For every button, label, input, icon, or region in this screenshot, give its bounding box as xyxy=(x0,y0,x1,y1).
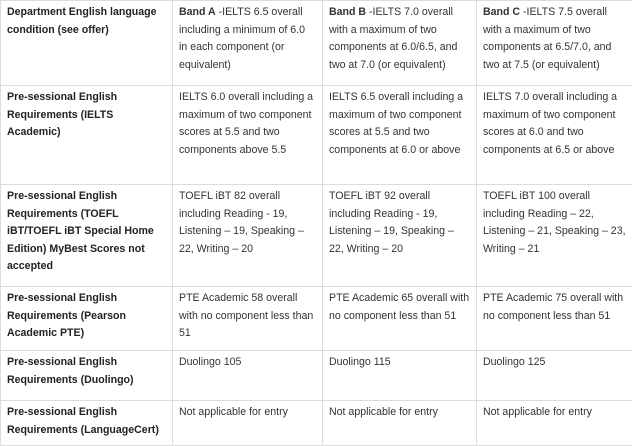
table-row-pte xyxy=(1,287,632,351)
row-label-department-condition: Department English language condition (see offer) xyxy=(1,1,173,86)
duolingo-band-a-cell: Duolingo 105 xyxy=(173,351,323,401)
table-row-duolingo xyxy=(1,351,632,401)
toefl-band-b-cell: TOEFL iBT 92 overall including Reading - 19, Listening – 19, Speaking – 22, Writing – 20 xyxy=(323,185,477,287)
ielts-band-a-cell: IELTS 6.0 overall including a maximum of two component scores at 5.5 and two components above 5.5 xyxy=(173,86,323,185)
languagecert-band-a-cell: Not applicable for entry xyxy=(173,401,323,446)
row-label-duolingo: Pre-sessional English Requirements (Duolingo) xyxy=(1,351,173,401)
pte-band-b-cell: PTE Academic 65 overall with no component less than 51 xyxy=(323,287,477,351)
band-b-name: Band B xyxy=(329,6,366,18)
row-label-toefl: Pre-sessional English Requirements (TOEFL iBT/TOEFL iBT Special Home Edition) MyBest Scores not accepted xyxy=(1,185,173,287)
ielts-band-c-cell: IELTS 7.0 overall including a maximum of two component scores at 6.0 and two components at 6.5 or above xyxy=(477,86,632,185)
band-b-header-cell xyxy=(323,1,477,86)
band-c-description: -IELTS 7.5 overall with a maximum of two components at 6.5/7.0, and two at 7.5 (or equivalent) xyxy=(483,6,611,71)
pte-band-c-cell: PTE Academic 75 overall with no component less than 51 xyxy=(477,287,632,351)
band-a-name: Band A xyxy=(179,6,216,18)
ielts-band-b-cell: IELTS 6.5 overall including a maximum of two component scores at 5.5 and two components at 6.0 or above xyxy=(323,86,477,185)
band-a-header-cell xyxy=(173,1,323,86)
band-c-name: Band C xyxy=(483,6,520,18)
row-label-languagecert: Pre-sessional English Requirements (LanguageCert) xyxy=(1,401,173,446)
languagecert-band-b-cell: Not applicable for entry xyxy=(323,401,477,446)
row-label-ielts: Pre-sessional English Requirements (IELTS Academic) xyxy=(1,86,173,185)
duolingo-band-b-cell: Duolingo 115 xyxy=(323,351,477,401)
header-row xyxy=(1,1,632,86)
duolingo-band-c-cell: Duolingo 125 xyxy=(477,351,632,401)
row-label-pte: Pre-sessional English Requirements (Pearson Academic PTE) xyxy=(1,287,173,351)
table-row-toefl xyxy=(1,185,632,287)
band-a-description: -IELTS 6.5 overall including a minimum of 6.0 in each component (or equivalent) xyxy=(179,6,305,71)
toefl-band-c-cell: TOEFL iBT 100 overall including Reading – 22, Listening – 21, Speaking – 23, Writing – 21 xyxy=(477,185,632,287)
band-b-description: -IELTS 7.0 overall with a maximum of two components at 6.0/6.5, and two at 7.0 (or equivalent) xyxy=(329,6,457,71)
languagecert-band-c-cell: Not applicable for entry xyxy=(477,401,632,446)
band-c-header-cell xyxy=(477,1,632,86)
toefl-band-a-cell: TOEFL iBT 82 overall including Reading - 19, Listening – 19, Speaking – 22, Writing – 20 xyxy=(173,185,323,287)
pte-band-a-cell: PTE Academic 58 overall with no component less than 51 xyxy=(173,287,323,351)
table-row-languagecert xyxy=(1,401,632,446)
table-row-ielts xyxy=(1,86,632,185)
